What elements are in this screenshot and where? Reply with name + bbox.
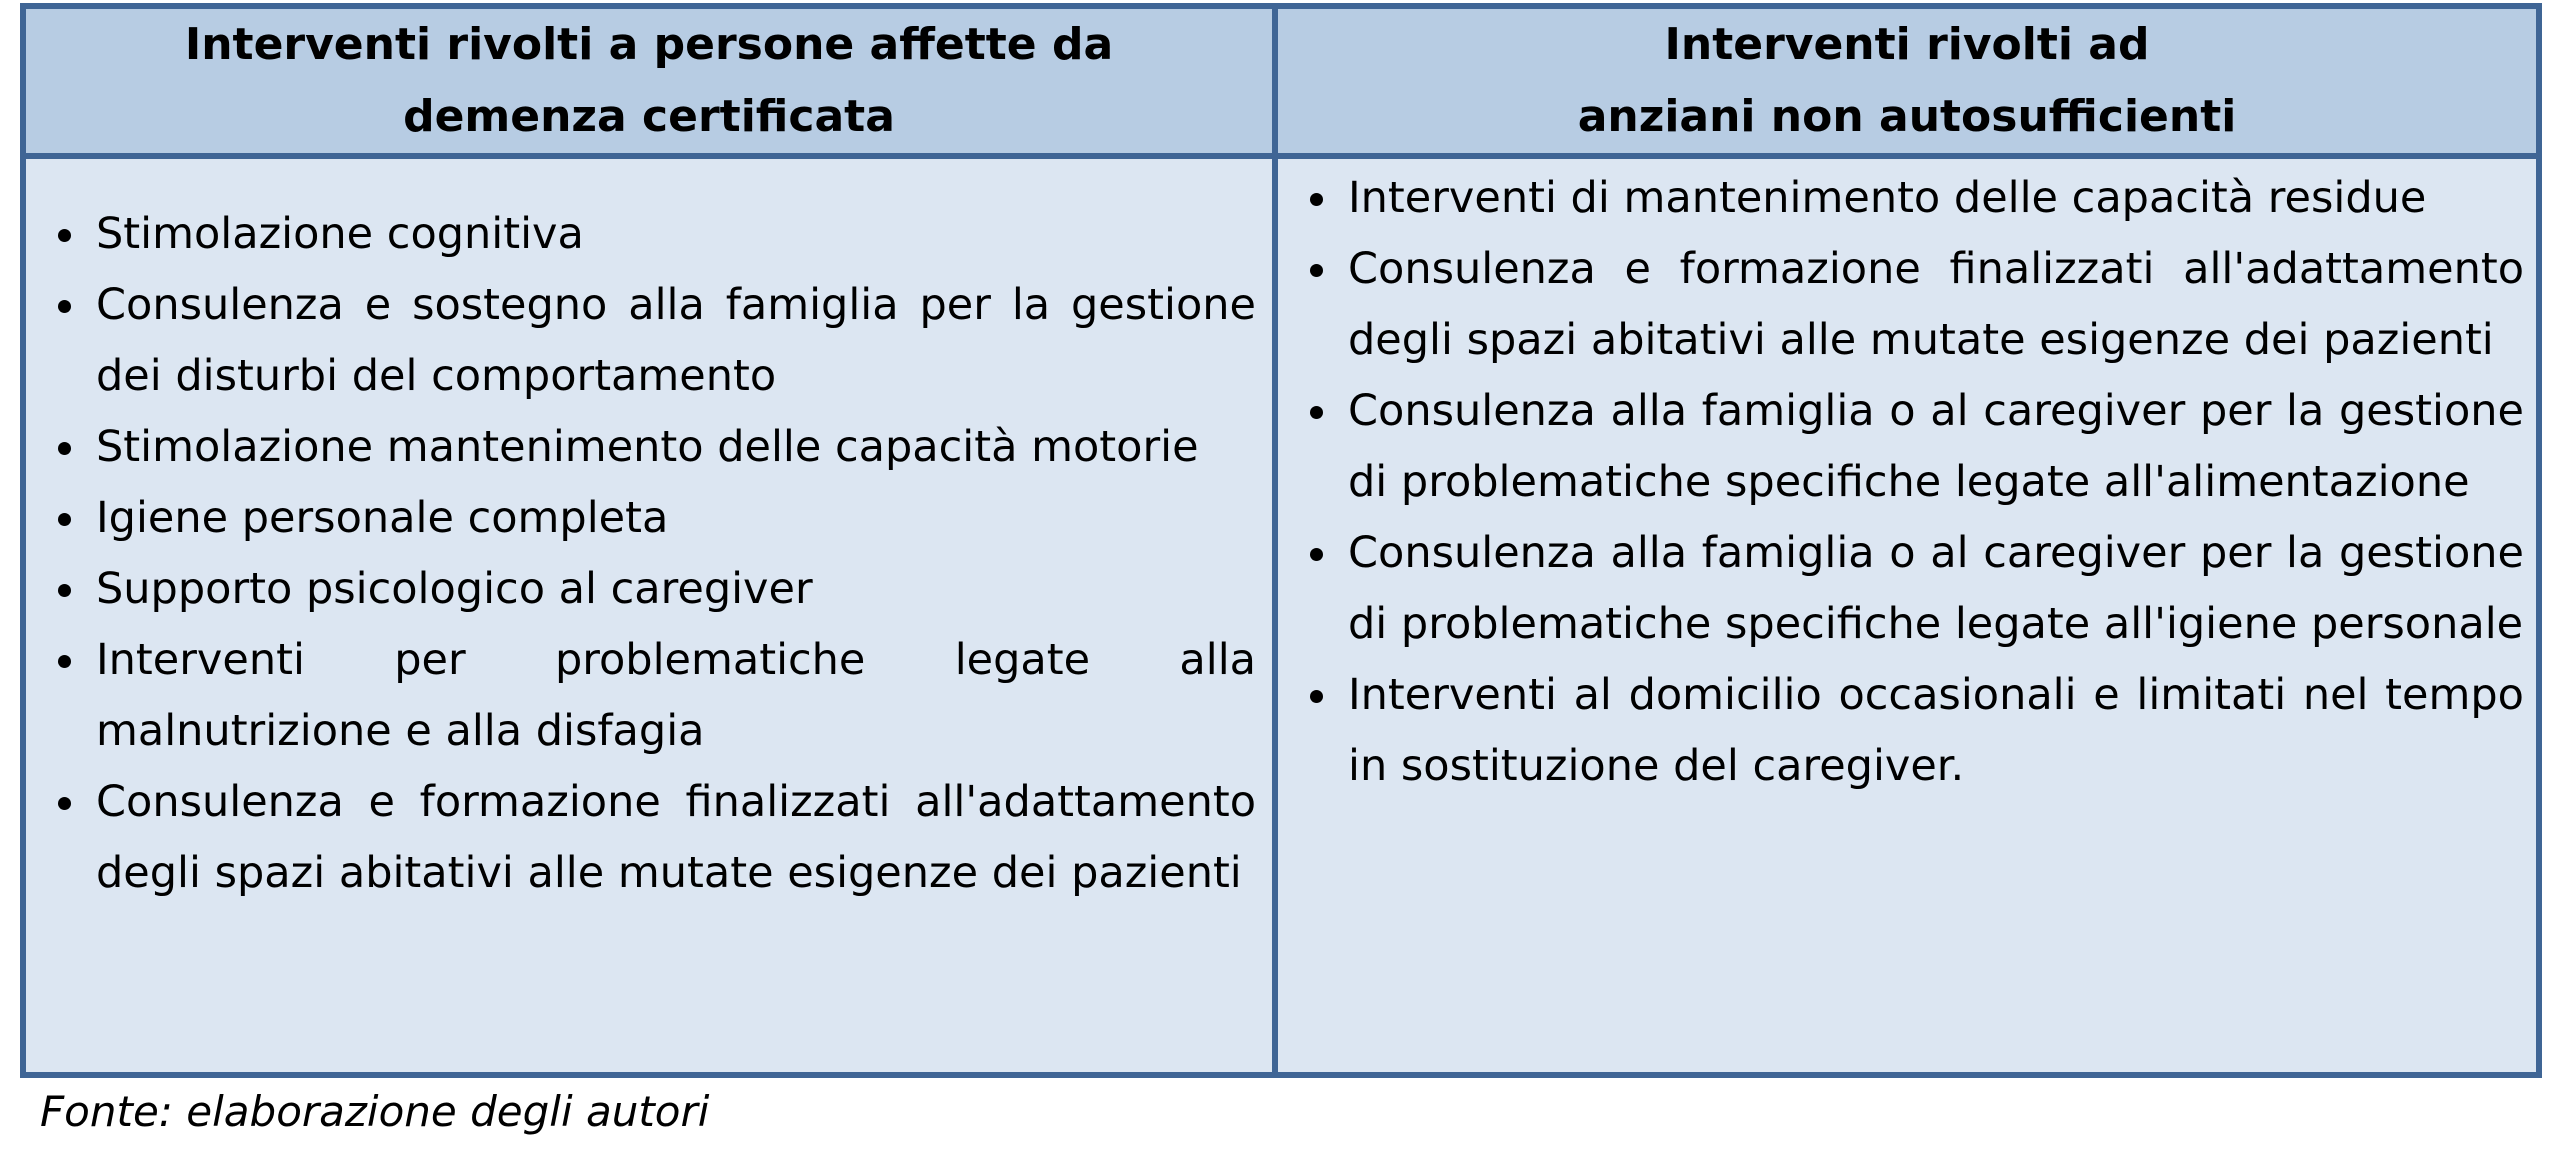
header-dementia bbox=[23, 6, 1275, 156]
non-self-sufficient-list bbox=[1278, 159, 2536, 802]
list-item-text: Consulenza alla famiglia o al caregiver per la gestione di problematiche specifiche legate all'igiene personale bbox=[1348, 528, 2524, 649]
list-item bbox=[38, 625, 1256, 767]
list-item bbox=[38, 554, 1256, 625]
dementia-cell bbox=[23, 156, 1275, 1075]
list-item bbox=[38, 412, 1256, 483]
list-item-text: Stimolazione cognitiva bbox=[96, 209, 584, 259]
list-item-text: Consulenza e sostegno alla famiglia per la gestione dei disturbi del comportamento bbox=[96, 280, 1256, 401]
list-item-text: Supporto psicologico al caregiver bbox=[96, 564, 813, 614]
header-dementia-line-2: demenza certificata bbox=[403, 91, 895, 142]
header-non-self-sufficient bbox=[1275, 6, 2539, 156]
bullet-icon bbox=[58, 797, 71, 810]
list-item-text: Interventi per problematiche legate alla malnutrizione e alla disfagia bbox=[96, 635, 1256, 756]
bullet-icon bbox=[1310, 406, 1323, 419]
list-item-text: Consulenza e formazione finalizzati all'adattamento degli spazi abitativi alle mutate esigenze dei pazienti bbox=[1348, 244, 2524, 365]
list-item-text: Igiene personale completa bbox=[96, 493, 669, 543]
list-item-text: Interventi al domicilio occasionali e limitati nel tempo in sostituzione del caregiver. bbox=[1348, 670, 2524, 791]
bullet-icon bbox=[58, 655, 71, 668]
header-non-self-sufficient-line-2: anziani non autosufficienti bbox=[1577, 91, 2237, 142]
dementia-list bbox=[26, 159, 1272, 909]
header-non-self-sufficient-line-1: Interventi rivolti ad bbox=[1664, 19, 2150, 70]
list-item bbox=[1290, 163, 2524, 234]
bullet-icon bbox=[58, 229, 71, 242]
bullet-icon bbox=[58, 442, 71, 455]
list-item bbox=[1290, 376, 2524, 518]
bullet-icon bbox=[1310, 193, 1323, 206]
list-item bbox=[38, 483, 1256, 554]
bullet-icon bbox=[1310, 690, 1323, 703]
body-row bbox=[23, 156, 2539, 1075]
list-item bbox=[38, 767, 1256, 909]
list-item bbox=[38, 199, 1256, 270]
list-item bbox=[1290, 518, 2524, 660]
list-item-text: Consulenza e formazione finalizzati all'adattamento degli spazi abitativi alle mutate esigenze dei pazienti bbox=[96, 777, 1256, 898]
list-item bbox=[38, 270, 1256, 412]
header-dementia-line-1: Interventi rivolti a persone affette da bbox=[184, 19, 1114, 70]
interventions-table bbox=[20, 3, 2542, 1078]
header-row bbox=[23, 6, 2539, 156]
non-self-sufficient-cell bbox=[1275, 156, 2539, 1075]
bullet-icon bbox=[58, 513, 71, 526]
list-item bbox=[1290, 660, 2524, 802]
list-item-text: Interventi di mantenimento delle capacità residue bbox=[1348, 173, 2427, 223]
bullet-icon bbox=[58, 584, 71, 597]
list-item-text: Stimolazione mantenimento delle capacità motorie bbox=[96, 422, 1199, 472]
list-item-text: Consulenza alla famiglia o al caregiver per la gestione di problematiche specifiche legate all'alimentazione bbox=[1348, 386, 2524, 507]
bullet-icon bbox=[58, 300, 71, 313]
bullet-icon bbox=[1310, 264, 1323, 277]
list-item bbox=[1290, 234, 2524, 376]
bullet-icon bbox=[1310, 548, 1323, 561]
source-caption: Fonte: elaborazione degli autori bbox=[40, 1087, 710, 1136]
